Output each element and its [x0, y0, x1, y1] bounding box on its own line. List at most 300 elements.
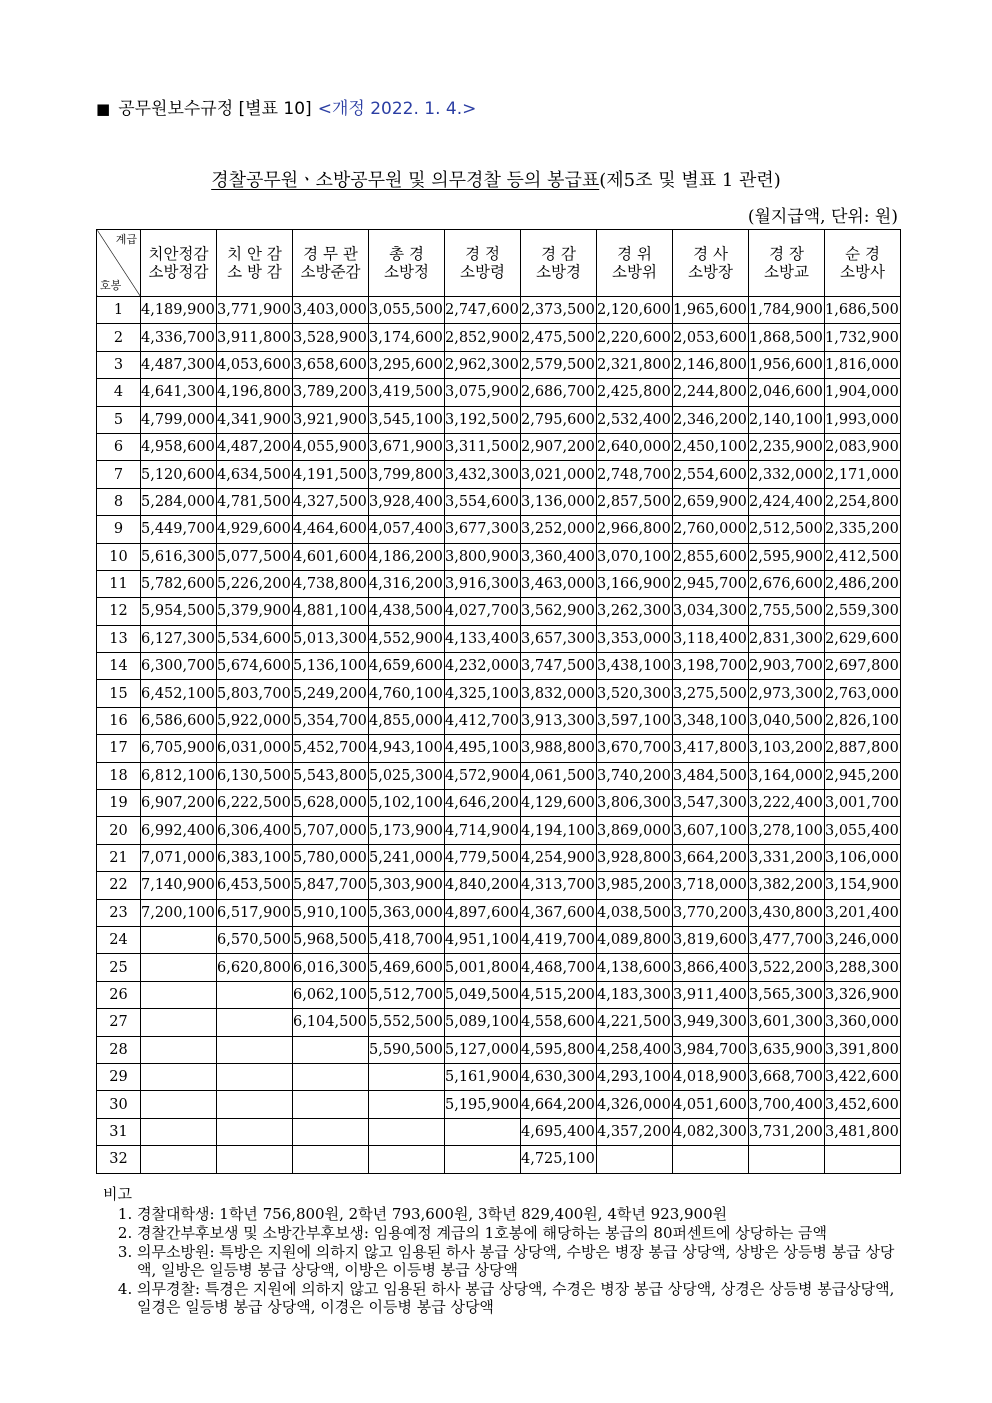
table-row: [97, 926, 901, 953]
salary-cell: 6,992,400: [141, 817, 217, 844]
salary-cell: 5,173,900: [369, 817, 445, 844]
salary-cell: 2,826,100: [825, 707, 901, 734]
salary-cell: 4,313,700: [521, 872, 597, 899]
salary-cell: 3,103,200: [749, 735, 825, 762]
table-row: [97, 762, 901, 789]
salary-cell: 3,034,300: [673, 598, 749, 625]
fire-rank-label: 소방경: [536, 263, 581, 281]
step-number-cell: 25: [97, 954, 141, 981]
salary-cell: 3,326,900: [825, 981, 901, 1008]
salary-cell: 4,695,400: [521, 1118, 597, 1145]
step-number-cell: 19: [97, 790, 141, 817]
salary-cell: 2,346,200: [673, 406, 749, 433]
salary-cell: [369, 1091, 445, 1118]
salary-cell: 3,278,100: [749, 817, 825, 844]
salary-cell: 2,852,900: [445, 324, 521, 351]
salary-cell: 2,907,200: [521, 433, 597, 460]
salary-cell: 4,183,300: [597, 981, 673, 1008]
rank-header-cell: [521, 230, 597, 297]
salary-cell: 4,951,100: [445, 926, 521, 953]
salary-cell: 3,800,900: [445, 543, 521, 570]
salary-cell: 5,195,900: [445, 1091, 521, 1118]
salary-cell: 3,040,500: [749, 707, 825, 734]
step-number-cell: 8: [97, 488, 141, 515]
step-number-cell: 12: [97, 598, 141, 625]
table-row: [97, 324, 901, 351]
step-number-cell: 9: [97, 516, 141, 543]
salary-cell: 5,102,100: [369, 790, 445, 817]
step-number-cell: 24: [97, 926, 141, 953]
salary-cell: 5,241,000: [369, 844, 445, 871]
salary-cell: 3,311,500: [445, 433, 521, 460]
salary-cell: [217, 1091, 293, 1118]
salary-cell: 3,055,500: [369, 297, 445, 324]
salary-cell: 3,331,200: [749, 844, 825, 871]
salary-cell: 2,831,300: [749, 625, 825, 652]
salary-cell: 6,517,900: [217, 899, 293, 926]
salary-cell: 4,057,400: [369, 516, 445, 543]
salary-cell: 4,194,100: [521, 817, 597, 844]
fire-rank-label: 소방령: [460, 263, 505, 281]
salary-cell: [141, 1091, 217, 1118]
step-number-cell: 31: [97, 1118, 141, 1145]
salary-cell: 5,013,300: [293, 625, 369, 652]
step-number-cell: 21: [97, 844, 141, 871]
salary-cell: [749, 1146, 825, 1173]
salary-cell: 1,686,500: [825, 297, 901, 324]
salary-cell: 4,881,100: [293, 598, 369, 625]
salary-cell: 2,321,800: [597, 351, 673, 378]
salary-cell: 4,929,600: [217, 516, 293, 543]
salary-cell: 4,138,600: [597, 954, 673, 981]
salary-cell: 5,616,300: [141, 543, 217, 570]
salary-cell: 2,244,800: [673, 379, 749, 406]
salary-cell: 4,221,500: [597, 1009, 673, 1036]
salary-cell: 5,780,000: [293, 844, 369, 871]
salary-cell: 4,419,700: [521, 926, 597, 953]
fire-rank-label: 소방사: [840, 263, 885, 281]
salary-cell: 5,249,200: [293, 680, 369, 707]
salary-cell: 6,452,100: [141, 680, 217, 707]
salary-cell: 3,547,300: [673, 790, 749, 817]
salary-cell: 3,481,800: [825, 1118, 901, 1145]
table-row: [97, 433, 901, 460]
salary-cell: 3,866,400: [673, 954, 749, 981]
salary-cell: 4,055,900: [293, 433, 369, 460]
notes-list: [103, 1205, 903, 1316]
salary-cell: 4,958,600: [141, 433, 217, 460]
salary-cell: [141, 981, 217, 1008]
salary-cell: 3,463,000: [521, 570, 597, 597]
salary-cell: 4,601,600: [293, 543, 369, 570]
step-number-cell: 26: [97, 981, 141, 1008]
fire-rank-label: 소방위: [612, 263, 657, 281]
salary-cell: 4,196,800: [217, 379, 293, 406]
salary-cell: 2,335,200: [825, 516, 901, 543]
salary-cell: 4,558,600: [521, 1009, 597, 1036]
salary-cell: 3,928,400: [369, 488, 445, 515]
salary-cell: 1,784,900: [749, 297, 825, 324]
page-heading: [96, 94, 476, 119]
fire-rank-label: 소 방 감: [227, 263, 282, 281]
salary-cell: 6,812,100: [141, 762, 217, 789]
note-item: 2. 경찰간부후보생 및 소방간부후보생: 임용예정 계급의 1호봉에 해당하는 봉급의 80퍼센트에 상당하는 금액: [137, 1224, 903, 1242]
salary-cell: [369, 1118, 445, 1145]
step-number-cell: 28: [97, 1036, 141, 1063]
rank-header-cell: [749, 230, 825, 297]
police-rank-label: 경 사: [693, 245, 728, 263]
rank-header-cell: [445, 230, 521, 297]
salary-cell: 5,452,700: [293, 735, 369, 762]
salary-cell: 2,083,900: [825, 433, 901, 460]
salary-cell: 4,468,700: [521, 954, 597, 981]
step-number-cell: 16: [97, 707, 141, 734]
fire-rank-label: 소방장: [688, 263, 733, 281]
salary-cell: 2,120,600: [597, 297, 673, 324]
salary-cell: 4,495,100: [445, 735, 521, 762]
salary-cell: 3,657,300: [521, 625, 597, 652]
corner-header-cell: [97, 230, 141, 297]
rank-header-cell: [217, 230, 293, 297]
note-item: 1. 경찰대학생: 1학년 756,800원, 2학년 793,600원, 3학년 829,400원, 4학년 923,900원: [137, 1205, 903, 1223]
salary-cell: 3,664,200: [673, 844, 749, 871]
salary-cell: 3,671,900: [369, 433, 445, 460]
salary-cell: 3,949,300: [673, 1009, 749, 1036]
salary-cell: [141, 1146, 217, 1173]
salary-cell: 2,146,800: [673, 351, 749, 378]
salary-cell: 2,855,600: [673, 543, 749, 570]
salary-cell: 2,887,800: [825, 735, 901, 762]
rank-header-cell: [293, 230, 369, 297]
salary-cell: [673, 1146, 749, 1173]
salary-cell: 4,089,800: [597, 926, 673, 953]
salary-cell: [217, 1036, 293, 1063]
salary-cell: 4,714,900: [445, 817, 521, 844]
step-number-cell: 1: [97, 297, 141, 324]
salary-cell: 3,021,000: [521, 461, 597, 488]
salary-cell: 4,357,200: [597, 1118, 673, 1145]
salary-cell: 2,532,400: [597, 406, 673, 433]
salary-cell: 5,910,100: [293, 899, 369, 926]
salary-cell: 2,962,300: [445, 351, 521, 378]
table-row: [97, 1118, 901, 1145]
salary-cell: 2,629,600: [825, 625, 901, 652]
police-rank-label: 총 경: [389, 245, 424, 263]
salary-cell: 3,070,100: [597, 543, 673, 570]
salary-cell: [445, 1146, 521, 1173]
salary-cell: 3,222,400: [749, 790, 825, 817]
salary-cell: 2,755,500: [749, 598, 825, 625]
salary-cell: 6,620,800: [217, 954, 293, 981]
salary-cell: 3,799,800: [369, 461, 445, 488]
salary-cell: 3,198,700: [673, 653, 749, 680]
salary-cell: 2,332,000: [749, 461, 825, 488]
police-rank-label: 순 경: [845, 245, 880, 263]
table-row: [97, 707, 901, 734]
table-row: [97, 598, 901, 625]
salary-cell: 4,258,400: [597, 1036, 673, 1063]
table-row: [97, 899, 901, 926]
salary-cell: 3,192,500: [445, 406, 521, 433]
salary-cell: 4,254,900: [521, 844, 597, 871]
salary-cell: 4,799,000: [141, 406, 217, 433]
table-row: [97, 570, 901, 597]
salary-cell: 4,336,700: [141, 324, 217, 351]
salary-cell: 6,127,300: [141, 625, 217, 652]
salary-cell: 3,118,400: [673, 625, 749, 652]
salary-cell: 5,049,500: [445, 981, 521, 1008]
table-row: [97, 981, 901, 1008]
salary-cell: 3,562,900: [521, 598, 597, 625]
salary-cell: 5,089,100: [445, 1009, 521, 1036]
salary-cell: 4,082,300: [673, 1118, 749, 1145]
salary-cell: 3,136,000: [521, 488, 597, 515]
salary-cell: 3,001,700: [825, 790, 901, 817]
salary-cell: 4,367,600: [521, 899, 597, 926]
step-number-cell: 3: [97, 351, 141, 378]
salary-cell: [141, 1118, 217, 1145]
salary-cell: 3,528,900: [293, 324, 369, 351]
salary-cell: 4,855,000: [369, 707, 445, 734]
salary-cell: 3,348,100: [673, 707, 749, 734]
salary-cell: 6,016,300: [293, 954, 369, 981]
salary-cell: 3,353,000: [597, 625, 673, 652]
step-number-cell: 4: [97, 379, 141, 406]
salary-cell: 4,897,600: [445, 899, 521, 926]
table-header-row: [97, 230, 901, 297]
salary-cell: 3,430,800: [749, 899, 825, 926]
table-title: [0, 166, 992, 192]
salary-cell: 2,903,700: [749, 653, 825, 680]
salary-cell: 3,985,200: [597, 872, 673, 899]
salary-cell: 4,943,100: [369, 735, 445, 762]
salary-cell: 4,840,200: [445, 872, 521, 899]
table-row: [97, 379, 901, 406]
salary-cell: 6,222,500: [217, 790, 293, 817]
salary-cell: 5,161,900: [445, 1063, 521, 1090]
salary-cell: 2,220,600: [597, 324, 673, 351]
salary-cell: 3,916,300: [445, 570, 521, 597]
table-body: [97, 297, 901, 1174]
step-number-cell: 7: [97, 461, 141, 488]
salary-cell: 3,921,900: [293, 406, 369, 433]
salary-cell: [369, 1146, 445, 1173]
salary-cell: 6,031,000: [217, 735, 293, 762]
rank-header-cell: [141, 230, 217, 297]
rank-header-cell: [673, 230, 749, 297]
note-item: 4. 의무경찰: 특경은 지원에 의하지 않고 임용된 하사 봉급 상당액, 수경은 병장 봉급 상당액, 상경은 상등병 봉급상당액, 일경은 일등병 봉급 상당액, 이경은 이등병 봉급 상당액: [137, 1280, 903, 1316]
salary-cell: 2,795,600: [521, 406, 597, 433]
salary-cell: 3,677,300: [445, 516, 521, 543]
salary-cell: 3,246,000: [825, 926, 901, 953]
police-rank-label: 경 정: [465, 245, 500, 263]
salary-cell: [141, 1036, 217, 1063]
salary-cell: [369, 1063, 445, 1090]
salary-cell: 2,373,500: [521, 297, 597, 324]
salary-cell: 4,641,300: [141, 379, 217, 406]
step-number-cell: 20: [97, 817, 141, 844]
step-number-cell: 18: [97, 762, 141, 789]
salary-cell: 5,136,100: [293, 653, 369, 680]
salary-cell: 4,438,500: [369, 598, 445, 625]
salary-cell: 3,417,800: [673, 735, 749, 762]
salary-cell: 4,464,600: [293, 516, 369, 543]
salary-cell: 4,186,200: [369, 543, 445, 570]
step-number-cell: 17: [97, 735, 141, 762]
salary-cell: 4,659,600: [369, 653, 445, 680]
salary-cell: [293, 1146, 369, 1173]
notes-label: 비고: [103, 1185, 132, 1203]
salary-cell: [141, 954, 217, 981]
revision-note: <개정 2022. 1. 4.>: [317, 99, 477, 119]
salary-cell: 3,295,600: [369, 351, 445, 378]
salary-cell: 5,954,500: [141, 598, 217, 625]
salary-cell: 5,534,600: [217, 625, 293, 652]
police-rank-label: 경 장: [769, 245, 804, 263]
salary-cell: 3,747,500: [521, 653, 597, 680]
salary-cell: 5,025,300: [369, 762, 445, 789]
notes-section: [103, 1185, 903, 1317]
salary-cell: 6,383,100: [217, 844, 293, 871]
salary-cell: 3,520,300: [597, 680, 673, 707]
salary-cell: 3,382,200: [749, 872, 825, 899]
salary-cell: 5,707,000: [293, 817, 369, 844]
salary-cell: 4,191,500: [293, 461, 369, 488]
salary-cell: 3,055,400: [825, 817, 901, 844]
salary-cell: 4,595,800: [521, 1036, 597, 1063]
salary-cell: 2,486,200: [825, 570, 901, 597]
salary-cell: 3,984,700: [673, 1036, 749, 1063]
salary-cell: 5,552,500: [369, 1009, 445, 1036]
salary-cell: 3,658,600: [293, 351, 369, 378]
salary-cell: 4,487,200: [217, 433, 293, 460]
salary-cell: [217, 1009, 293, 1036]
salary-cell: 2,140,100: [749, 406, 825, 433]
salary-cell: 3,869,000: [597, 817, 673, 844]
salary-cell: 4,018,900: [673, 1063, 749, 1090]
step-number-cell: 27: [97, 1009, 141, 1036]
salary-cell: 6,705,900: [141, 735, 217, 762]
salary-cell: 4,129,600: [521, 790, 597, 817]
salary-cell: [217, 1063, 293, 1090]
police-rank-label: 경 감: [541, 245, 576, 263]
salary-cell: 3,360,400: [521, 543, 597, 570]
salary-cell: [141, 1063, 217, 1090]
salary-cell: 5,782,600: [141, 570, 217, 597]
step-number-cell: 30: [97, 1091, 141, 1118]
salary-cell: 2,512,500: [749, 516, 825, 543]
table-row: [97, 653, 901, 680]
salary-cell: 3,668,700: [749, 1063, 825, 1090]
salary-cell: 5,922,000: [217, 707, 293, 734]
salary-cell: 4,051,600: [673, 1091, 749, 1118]
salary-cell: 4,725,100: [521, 1146, 597, 1173]
salary-cell: 3,275,500: [673, 680, 749, 707]
salary-cell: 1,816,000: [825, 351, 901, 378]
salary-cell: 3,403,000: [293, 297, 369, 324]
salary-cell: 1,904,000: [825, 379, 901, 406]
police-rank-label: 치안정감: [148, 245, 209, 263]
salary-cell: 3,164,000: [749, 762, 825, 789]
salary-cell: 4,781,500: [217, 488, 293, 515]
salary-cell: 3,391,800: [825, 1036, 901, 1063]
salary-cell: 5,226,200: [217, 570, 293, 597]
salary-cell: 3,075,900: [445, 379, 521, 406]
table-row: [97, 680, 901, 707]
rank-header-cell: [369, 230, 445, 297]
salary-cell: 5,674,600: [217, 653, 293, 680]
salary-cell: 6,062,100: [293, 981, 369, 1008]
salary-cell: 2,857,500: [597, 488, 673, 515]
salary-cell: 2,686,700: [521, 379, 597, 406]
salary-cell: 5,284,000: [141, 488, 217, 515]
salary-cell: 2,424,400: [749, 488, 825, 515]
salary-cell: 3,928,800: [597, 844, 673, 871]
salary-cell: 3,988,800: [521, 735, 597, 762]
salary-cell: 4,061,500: [521, 762, 597, 789]
salary-cell: 4,341,900: [217, 406, 293, 433]
salary-cell: [217, 1146, 293, 1173]
salary-cell: 4,646,200: [445, 790, 521, 817]
salary-cell: 6,453,500: [217, 872, 293, 899]
salary-cell: [217, 981, 293, 1008]
salary-cell: 3,438,100: [597, 653, 673, 680]
table-row: [97, 817, 901, 844]
salary-cell: 4,327,500: [293, 488, 369, 515]
salary-cell: 3,252,000: [521, 516, 597, 543]
salary-cell: 5,512,700: [369, 981, 445, 1008]
step-number-cell: 10: [97, 543, 141, 570]
rank-header-cell: [597, 230, 673, 297]
salary-cell: 2,973,300: [749, 680, 825, 707]
salary-cell: 3,819,600: [673, 926, 749, 953]
salary-cell: [293, 1118, 369, 1145]
salary-cell: 3,731,200: [749, 1118, 825, 1145]
salary-cell: 3,106,000: [825, 844, 901, 871]
salary-cell: 4,760,100: [369, 680, 445, 707]
table-row: [97, 351, 901, 378]
corner-step-label: 호봉: [100, 279, 122, 292]
salary-cell: 3,522,200: [749, 954, 825, 981]
salary-cell: 5,120,600: [141, 461, 217, 488]
salary-cell: 3,832,000: [521, 680, 597, 707]
salary-cell: 4,664,200: [521, 1091, 597, 1118]
salary-cell: 3,154,900: [825, 872, 901, 899]
salary-cell: 6,130,500: [217, 762, 293, 789]
salary-cell: 2,760,000: [673, 516, 749, 543]
salary-cell: 3,806,300: [597, 790, 673, 817]
table-row: [97, 1146, 901, 1173]
salary-cell: 3,607,100: [673, 817, 749, 844]
salary-cell: 2,945,700: [673, 570, 749, 597]
salary-cell: [141, 926, 217, 953]
salary-cell: 4,634,500: [217, 461, 293, 488]
salary-cell: 6,570,500: [217, 926, 293, 953]
step-number-cell: 23: [97, 899, 141, 926]
salary-cell: 3,360,000: [825, 1009, 901, 1036]
salary-cell: 2,579,500: [521, 351, 597, 378]
salary-cell: 3,911,400: [673, 981, 749, 1008]
salary-cell: 1,868,500: [749, 324, 825, 351]
salary-cell: 3,601,300: [749, 1009, 825, 1036]
salary-cell: 2,697,800: [825, 653, 901, 680]
salary-cell: 6,306,400: [217, 817, 293, 844]
salary-cell: 3,422,600: [825, 1063, 901, 1090]
salary-cell: 5,363,000: [369, 899, 445, 926]
step-number-cell: 6: [97, 433, 141, 460]
salary-cell: [141, 1009, 217, 1036]
note-item: 3. 의무소방원: 특방은 지원에 의하지 않고 임용된 하사 봉급 상당액, 수방은 병장 봉급 상당액, 상방은 상등병 봉급 상당액, 일방은 일등병 봉급 상당액, 이방은 이등병 봉급 상당액: [137, 1243, 903, 1279]
